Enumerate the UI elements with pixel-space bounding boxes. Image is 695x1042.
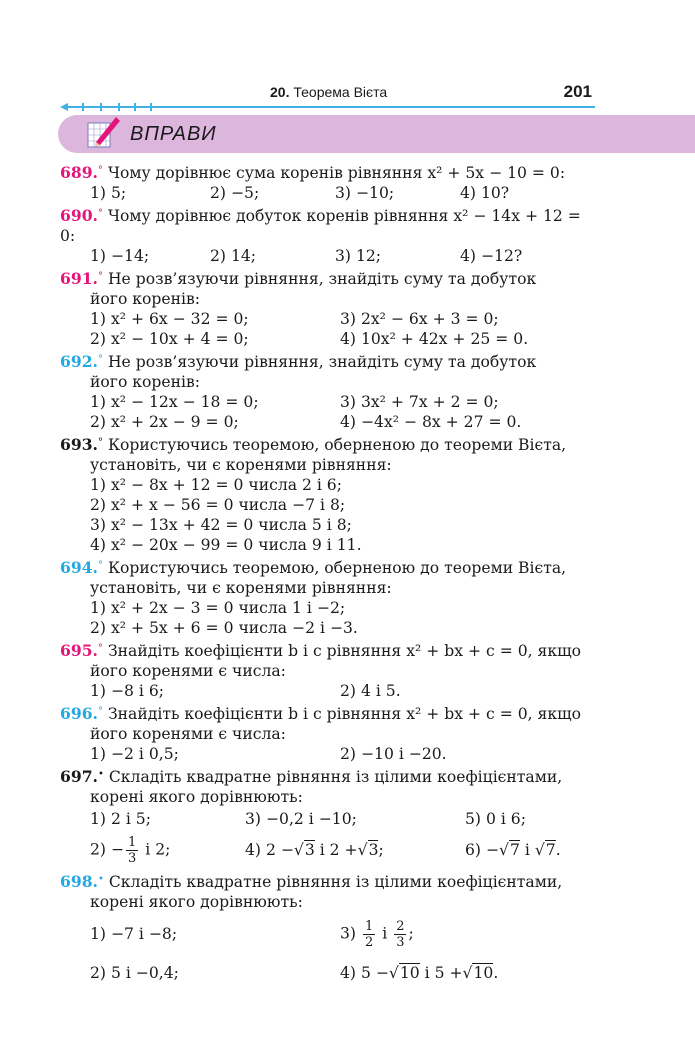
pencil-grid-icon xyxy=(86,115,122,153)
options-row: 1) −7 і −8; 3) $\frac{1}{2}$ і $\frac{2}{3}$ ; xyxy=(90,918,414,950)
exercise-number: 698. xyxy=(60,872,98,891)
options-row: 2) x² − 10x + 4 = 0; 4) 10x² + 42x + 25 = 0. xyxy=(90,330,529,348)
header-ruler xyxy=(60,103,595,111)
exercise-number: 690. xyxy=(60,206,98,225)
exercise-695: 695.° Знайдіть коефіцієнти b і c рівняння x² + bx + c = 0, якщо xyxy=(60,641,582,660)
sqrt-icon: √ xyxy=(388,964,399,982)
exercise-694: 694.° Користуючись теоремою, оберненою до теореми Вієта, xyxy=(60,558,567,577)
exercise-number: 697. xyxy=(60,767,98,786)
exercise-number: 693. xyxy=(60,435,98,454)
ruler-tick xyxy=(100,103,102,111)
exercise-number: 695. xyxy=(60,641,98,660)
ruler-tick xyxy=(82,103,84,111)
exercise-690: 690.° Чому дорівнює добуток коренів рівняння x² − 14x + 12 = 0: xyxy=(60,206,581,245)
sqrt-icon: √ xyxy=(357,841,368,859)
exercise-696: 696.° Знайдіть коефіцієнти b і c рівняння x² + bx + c = 0, якщо xyxy=(60,704,582,723)
options-row: 2) x² + 2x − 9 = 0; 4) −4x² − 8x + 27 = 0. xyxy=(90,413,522,431)
options-row: 1) −8 і 6; 2) 4 і 5. xyxy=(90,682,401,700)
exercise-698: 698.• Складіть квадратне рівняння із цілими коефіцієнтами, xyxy=(60,872,563,891)
page-header xyxy=(60,84,595,104)
chapter-title: 20. Теорема Вієта xyxy=(270,84,388,100)
exercise-691: 691.° Не розв’язуючи рівняння, знайдіть суму та добуток xyxy=(60,269,537,288)
page-number: 201 xyxy=(563,82,592,101)
fraction: $\frac{2}{3}$ xyxy=(396,918,405,950)
exercise-692: 692.° Не розв’язуючи рівняння, знайдіть суму та добуток xyxy=(60,352,537,371)
fraction: $\frac{1}{2}$ xyxy=(364,918,374,950)
ruler-tick xyxy=(150,103,152,111)
sqrt-icon: √ xyxy=(293,841,304,859)
options-row: 2) 5 і −0,4; 4) 5 −√10 і 5 +√10. xyxy=(90,964,499,982)
options-row: 1) 5; 2) −5; 3) −10; 4) 10? xyxy=(90,184,510,202)
exercise-number: 696. xyxy=(60,704,98,723)
sqrt-icon: √ xyxy=(499,841,509,859)
exercise-number: 694. xyxy=(60,558,98,577)
exercise-list: 689.° Чому дорівнює сума коренів рівняння x² + 5x − 10 = 0: 1) 5; 2) −5; 3) −10; 4) 10? 690.° Чому дорівнює добуток коренів рівняння x² − 14x + 12 = 0: 1) −14; 2) 14; 3) 12; 4) −12? 691.° Не розв’язуючи рівняння, знайдіть суму та добуток його коренів: 1) x² + 6x − 32 = 0; 3) 2x² − 6x + 3 = 0; 2) x² − 10x + 4 = 0; 4) 10x² + 42x + 25 = 0. 692.° Не розв’язуючи рівняння, знайдіть суму та добуток його коренів: 1) x² − 12x − 18 = 0; 3) 3x² + 7x + 2 = 0; 2) x² + 2x − 9 = 0; 4) −4x² − 8x + 27 = 0. 693.° Користуючись теоремою, оберненою до теореми Вієта, установіть, чи є коренями рівняння: 1) x² − 8x + 12 = 0 числа 2 і 6; 2) x² + x − 56 = 0 числа −7 і 8; 3) x² − 13x + 42 = 0 числа 5 і 8; 4) x² − 20x − 99 = 0 числа 9 і 11. 694.° Користуючись теоремою, оберненою до теореми Вієта, установіть, чи є коренями рівняння: 1) x² + 2x − 3 = 0 числа 1 і −2; 2) x² + 5x + 6 = 0 числа −2 і −3. 695.° Знайдіть коефіцієнти b і c рівняння x² + bx + c = 0, якщо його коренями є числа: 1) −8 і 6; 2) 4 і 5. 696.° Знайдіть коефіцієнти b і c рівняння x² + bx + c = 0, якщо його коренями є числа: 1) −2 і 0,5; 2) −10 і −20. 697.• Складіть квадратне рівняння із цілими коефіцієнтами, корені якого дорівнюють: 1) 2 і 5; 3) −0,2 і −10; 5) 0 і 6; 2) − $\frac{1}{3}$ і 2; 4) 2 −√3 і 2 +√3; 6) −√7 і √7. 698.• Складіть квадратне рівняння із цілими коефіцієнтами, корені якого дорівнюють: 1) −7 і −8; 3) $\frac{1}{2}$ і $\frac{2}{3}$ ; 2) 5 і −0,4; 4) 5 −√10 і 5 +√10. xyxy=(60,163,595,990)
ruler-line xyxy=(66,106,595,108)
ruler-tick xyxy=(118,103,120,111)
banner-label: ВПРАВИ xyxy=(130,123,217,145)
options-row: 1) x² − 12x − 18 = 0; 3) 3x² + 7x + 2 = 0; xyxy=(90,393,499,411)
exercises-banner xyxy=(58,115,695,153)
sqrt-icon: √ xyxy=(534,841,545,859)
options-row: 2) − $\frac{1}{3}$ і 2; 4) 2 −√3 і 2 +√3; 6) −√7 і √7. xyxy=(90,834,561,866)
exercise-number: 691. xyxy=(60,269,98,288)
exercise-689: 689.° Чому дорівнює сума коренів рівняння x² + 5x − 10 = 0: xyxy=(60,163,566,182)
options-row: 1) x² + 6x − 32 = 0; 3) 2x² − 6x + 3 = 0; xyxy=(90,310,499,328)
options-row: 1) −2 і 0,5; 2) −10 і −20. xyxy=(90,745,447,763)
ruler-tick xyxy=(134,103,136,111)
exercise-697: 697.• Складіть квадратне рівняння із цілими коефіцієнтами, xyxy=(60,767,563,786)
fraction: $\frac{1}{3}$ xyxy=(128,834,137,866)
exercise-number: 689. xyxy=(60,163,98,182)
sqrt-icon: √ xyxy=(462,964,473,982)
options-row: 1) −14; 2) 14; 3) 12; 4) −12? xyxy=(90,247,523,265)
exercise-number: 692. xyxy=(60,352,98,371)
exercise-693: 693.° Користуючись теоремою, оберненою до теореми Вієта, xyxy=(60,435,567,454)
options-row: 1) 2 і 5; 3) −0,2 і −10; 5) 0 і 6; xyxy=(90,810,526,828)
